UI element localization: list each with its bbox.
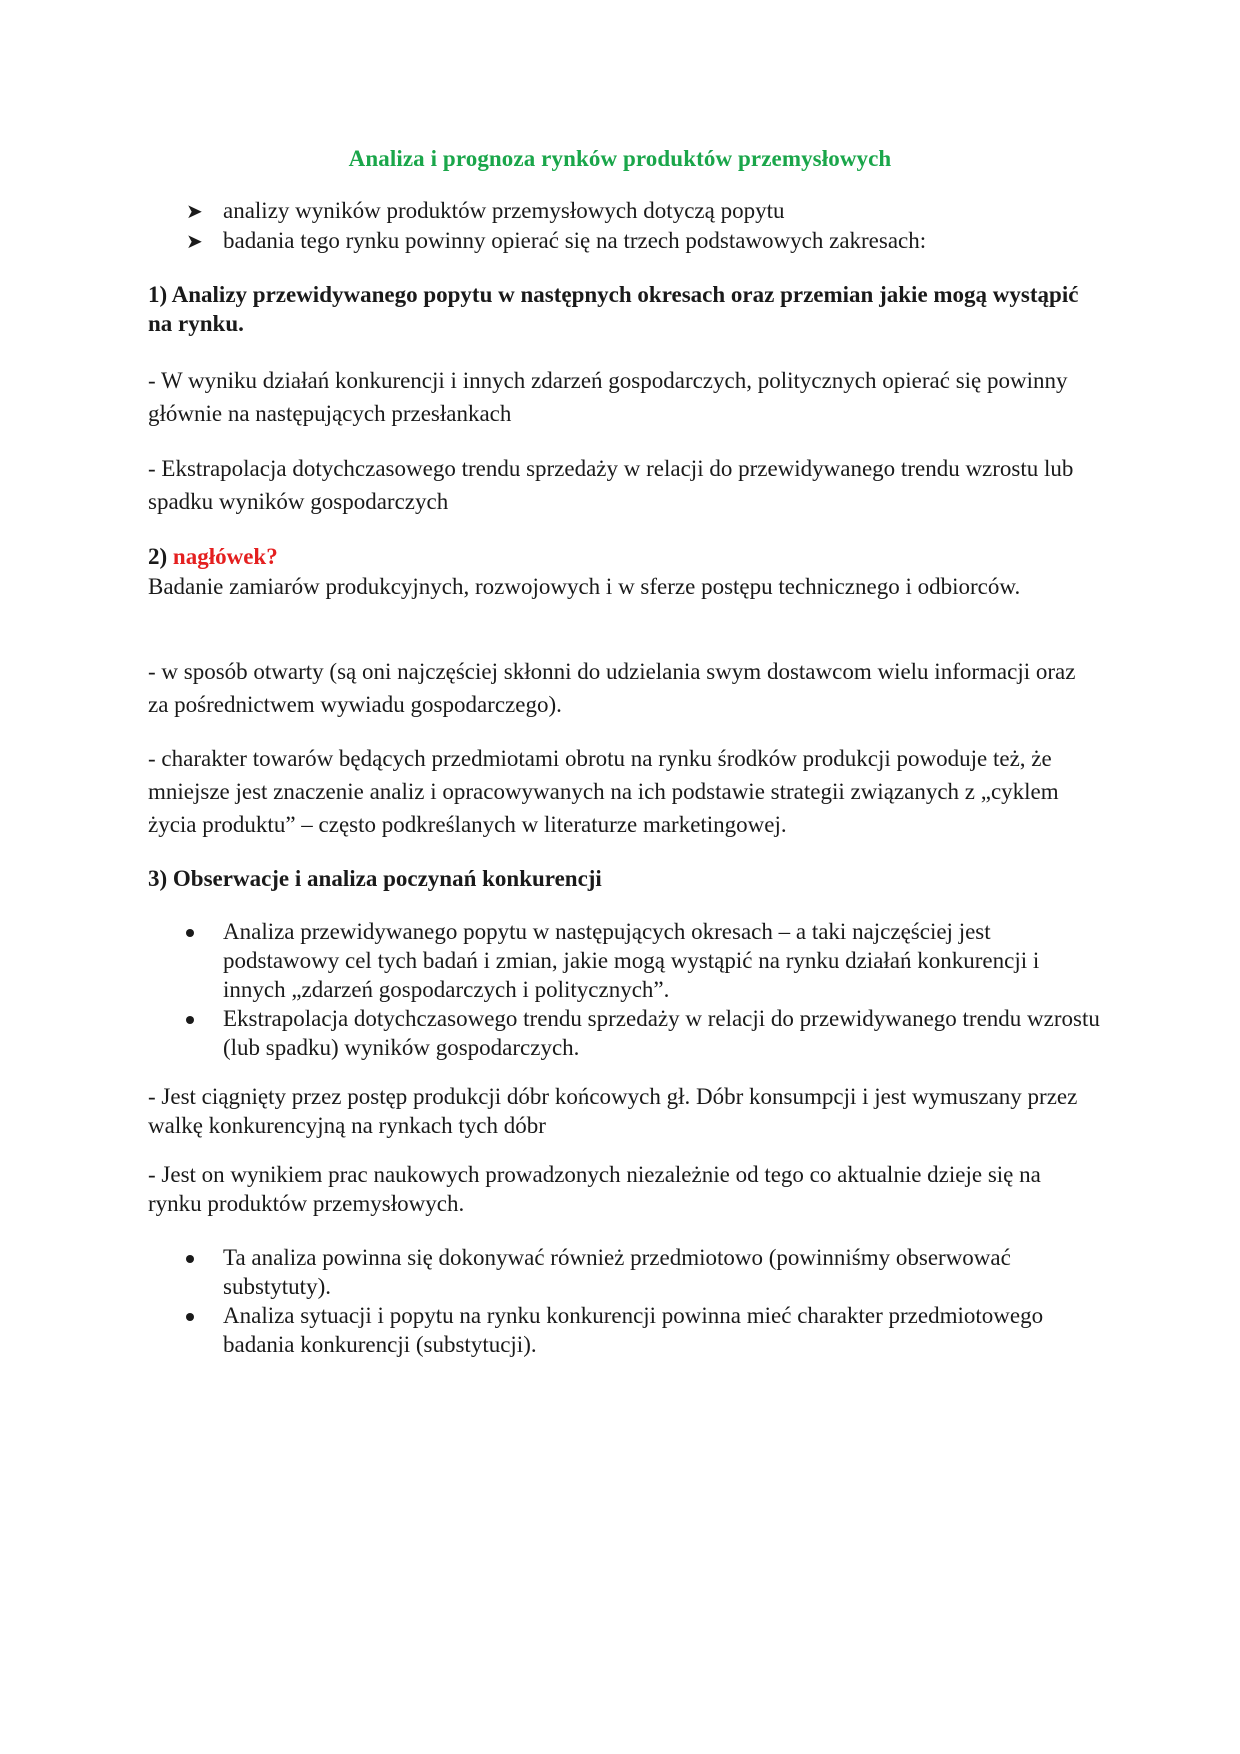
list-item: ➤ analizy wyników produktów przemysłowych dotyczą popytu	[186, 196, 926, 226]
bullet-dot-icon	[186, 929, 194, 937]
section-2-lead: Badanie zamiarów produkcyjnych, rozwojowych i w sferze postępu technicznego i odbiorców.	[148, 574, 1021, 599]
paragraph: - charakter towarów będących przedmiotami obrotu na rynku środków produkcji powoduje też, że mniejsze jest znaczenie analiz i opracowywanych na ich podstawie strategii związanych z „cyklem życia produktu” – często podkreślanych w literaturze marketingowej.	[148, 746, 1059, 837]
list-item: Analiza przewidywanego popytu w następujących okresach – a taki najczęściej jest podstawowy cel tych badań i zmian, jakie mogą wystąpić na rynku działań konkurencji i innych „zdarzeń gospodarczych i politycznych”.	[186, 917, 1106, 1004]
placeholder-heading: nagłówek?	[172, 544, 278, 569]
section-3-bullet-list-a	[186, 917, 1106, 1062]
section-3-bullet-list-b	[186, 1243, 1106, 1359]
section-2-heading: 2) nagłówek?	[148, 544, 278, 569]
bullet-dot-icon	[186, 1016, 194, 1024]
document-title: Analiza i prognoza rynków produktów przemysłowych	[348, 146, 892, 171]
list-item: ➤ badania tego rynku powinny opierać się na trzech podstawowych zakresach:	[186, 226, 926, 256]
bullet-dot-icon	[186, 1313, 194, 1321]
section-1-heading: 1) Analizy przewidywanego popytu w następnych okresach oraz przemian jakie mogą wystąpić na rynku.	[148, 282, 1079, 336]
intro-arrow-list	[186, 196, 926, 256]
paragraph: - w sposób otwarty (są oni najczęściej skłonni do udzielania swym dostawcom wielu informacji oraz za pośrednictwem wywiadu gospodarczego).	[148, 659, 1076, 717]
list-item: Analiza sytuacji i popytu na rynku konkurencji powinna mieć charakter przedmiotowego badania konkurencji (substytucji).	[186, 1301, 1106, 1359]
list-item: Ekstrapolacja dotychczasowego trendu sprzedaży w relacji do przewidywanego trendu wzrostu (lub spadku) wyników gospodarczych.	[186, 1004, 1106, 1062]
section-3-heading: 3) Obserwacje i analiza poczynań konkurencji	[148, 866, 602, 891]
arrow-bullet-icon: ➤	[186, 229, 203, 253]
arrow-bullet-icon: ➤	[186, 199, 203, 223]
paragraph: - Ekstrapolacja dotychczasowego trendu sprzedaży w relacji do przewidywanego trendu wzrostu lub spadku wyników gospodarczych	[148, 456, 1074, 514]
list-item: Ta analiza powinna się dokonywać również przedmiotowo (powinniśmy obserwować substytuty).	[186, 1243, 1106, 1301]
paragraph: - Jest ciągnięty przez postęp produkcji dóbr końcowych gł. Dóbr konsumpcji i jest wymuszany przez walkę konkurencyjną na rynkach tych dóbr	[148, 1084, 1078, 1138]
paragraph: - Jest on wynikiem prac naukowych prowadzonych niezależnie od tego co aktualnie dzieje się na rynku produktów przemysłowych.	[148, 1162, 1041, 1216]
bullet-dot-icon	[186, 1255, 194, 1263]
paragraph: - W wyniku działań konkurencji i innych zdarzeń gospodarczych, politycznych opierać się powinny głównie na następujących przesłankach	[148, 368, 1068, 426]
